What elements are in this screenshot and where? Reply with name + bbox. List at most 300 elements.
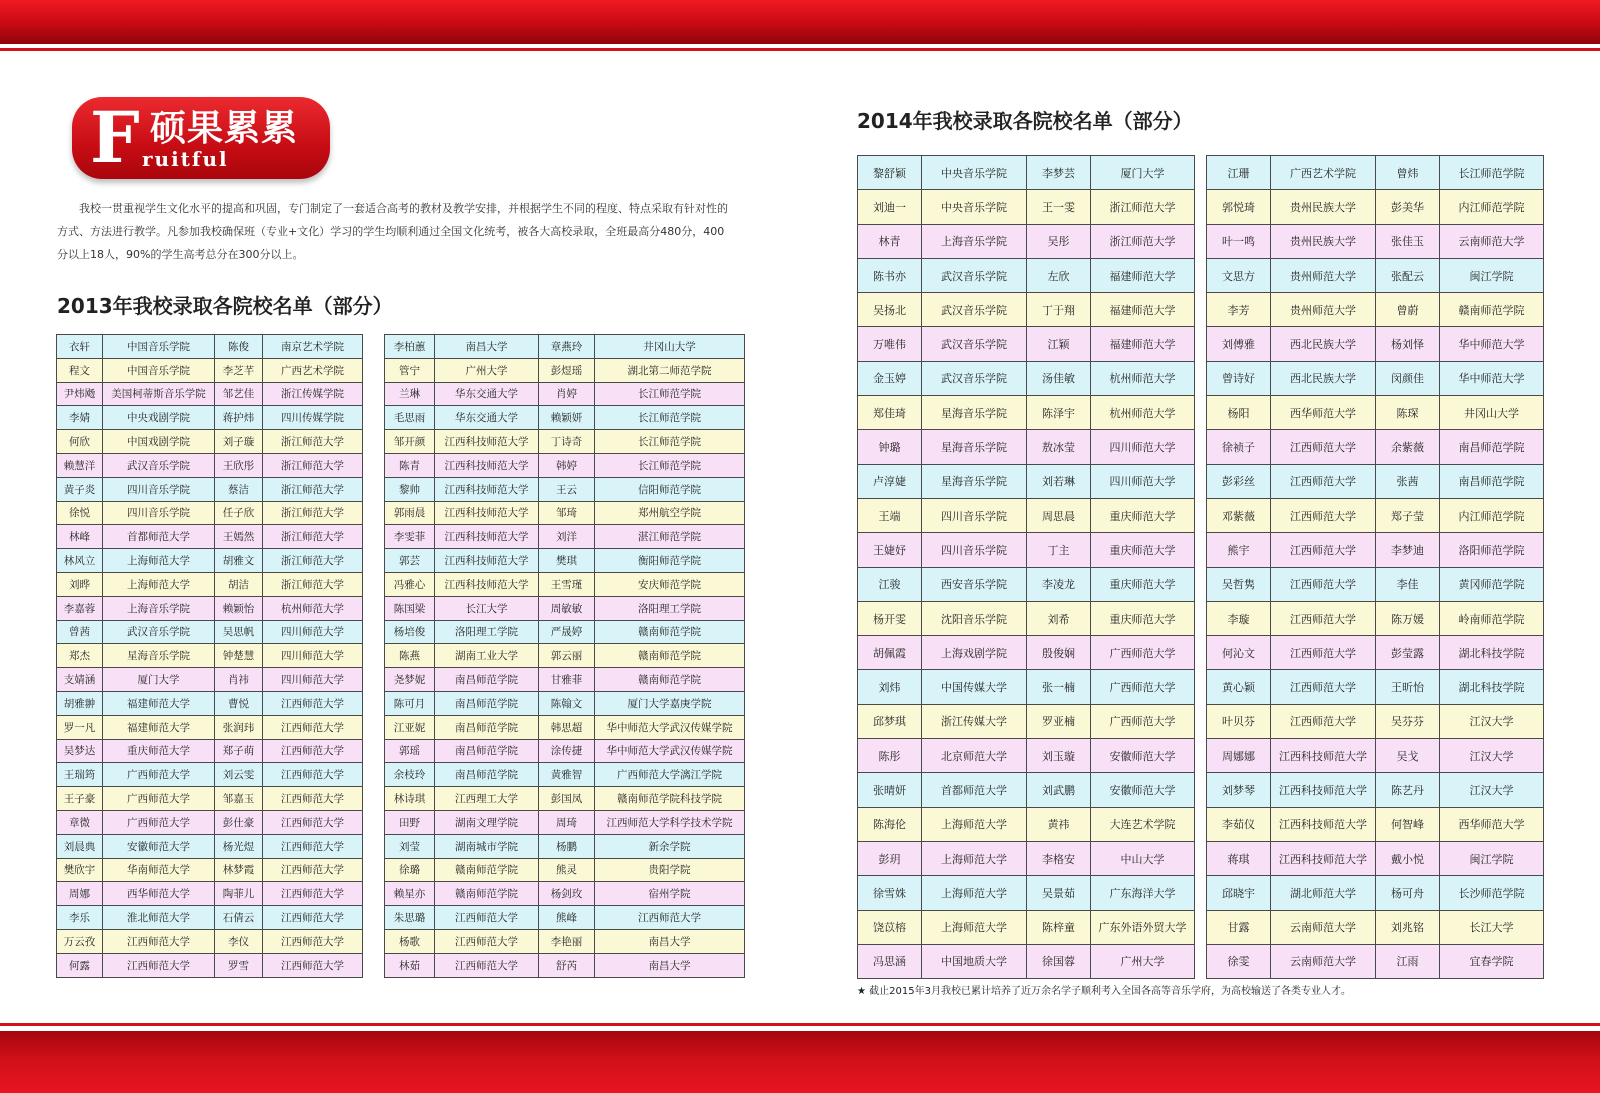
table-row	[385, 477, 745, 501]
table-row	[385, 715, 745, 739]
school-name-cell: 南昌大学	[595, 953, 745, 977]
school-name-cell: 四川音乐学院	[922, 498, 1027, 532]
table-row	[385, 525, 745, 549]
student-name-cell: 张茜	[1376, 464, 1440, 498]
student-name-cell: 郑子萌	[215, 739, 263, 763]
student-name-cell: 王瑞筠	[57, 763, 103, 787]
admission-table-2014-right	[1206, 155, 1544, 979]
school-name-cell: 江西科技师范大学	[1271, 807, 1376, 841]
school-name-cell: 四川师范大学	[263, 620, 363, 644]
student-name-cell: 彭彩丝	[1207, 464, 1271, 498]
school-name-cell: 美国柯蒂斯音乐学院	[103, 382, 215, 406]
school-name-cell: 中央戏剧学院	[103, 406, 215, 430]
student-name-cell: 邱梦琪	[858, 704, 922, 738]
school-name-cell: 江西师范大学	[1271, 567, 1376, 601]
school-name-cell: 安庆师范学院	[595, 572, 745, 596]
student-name-cell: 叶一鸣	[1207, 224, 1271, 258]
school-name-cell: 江西师范大学	[435, 906, 539, 930]
table-row	[57, 739, 363, 763]
student-name-cell: 李梦迪	[1376, 533, 1440, 567]
student-name-cell: 彭莹露	[1376, 636, 1440, 670]
table-row	[385, 620, 745, 644]
school-name-cell: 湖南工业大学	[435, 644, 539, 668]
school-name-cell: 西华师范大学	[1271, 396, 1376, 430]
school-name-cell: 四川师范大学	[263, 644, 363, 668]
student-name-cell: 杨剑玫	[539, 882, 595, 906]
student-name-cell: 丁诗奇	[539, 430, 595, 454]
student-name-cell: 毛思雨	[385, 406, 435, 430]
table-row	[57, 525, 363, 549]
student-name-cell: 万云孜	[57, 929, 103, 953]
student-name-cell: 陈万媛	[1376, 601, 1440, 635]
student-name-cell: 林峰	[57, 525, 103, 549]
student-name-cell: 王欣彤	[215, 453, 263, 477]
student-name-cell: 林茹	[385, 953, 435, 977]
school-name-cell: 中国音乐学院	[103, 358, 215, 382]
student-name-cell: 胡雅文	[215, 549, 263, 573]
student-name-cell: 张佳玉	[1376, 224, 1440, 258]
student-name-cell: 彭美华	[1376, 190, 1440, 224]
school-name-cell: 上海师范大学	[922, 876, 1027, 910]
student-name-cell: 刘洋	[539, 525, 595, 549]
table-row	[385, 882, 745, 906]
student-name-cell: 江珊	[1207, 156, 1271, 190]
school-name-cell: 云南师范大学	[1271, 944, 1376, 978]
table-row	[385, 382, 745, 406]
student-name-cell: 邹琦	[539, 501, 595, 525]
table-row	[57, 787, 363, 811]
school-name-cell: 武汉音乐学院	[922, 293, 1027, 327]
table-row	[1207, 361, 1544, 395]
school-name-cell: 南昌师范学院	[1440, 430, 1544, 464]
school-name-cell: 福建师范大学	[103, 715, 215, 739]
student-name-cell: 王一雯	[1027, 190, 1091, 224]
school-name-cell: 江西师范大学	[1271, 533, 1376, 567]
table-row	[1207, 258, 1544, 292]
student-name-cell: 王嫣然	[215, 525, 263, 549]
school-name-cell: 上海师范大学	[103, 572, 215, 596]
school-name-cell: 江西师范大学	[1271, 704, 1376, 738]
school-name-cell: 广西师范大学	[1091, 636, 1195, 670]
student-name-cell: 冯思涵	[858, 944, 922, 978]
table-row	[57, 620, 363, 644]
school-name-cell: 星海音乐学院	[922, 396, 1027, 430]
table-row	[385, 810, 745, 834]
school-name-cell: 江西科技师范大学	[435, 549, 539, 573]
school-name-cell: 福建师范大学	[1091, 293, 1195, 327]
table-row	[57, 929, 363, 953]
student-name-cell: 黄雅智	[539, 763, 595, 787]
heading-2013: 2013年我校录取各院校名单（部分）	[57, 294, 393, 318]
student-name-cell: 郭芸	[385, 549, 435, 573]
student-name-cell: 彭国凤	[539, 787, 595, 811]
student-name-cell: 金玉婷	[858, 361, 922, 395]
student-name-cell: 赖颖妍	[539, 406, 595, 430]
school-name-cell: 浙江师范大学	[263, 501, 363, 525]
school-name-cell: 江西师范大学	[263, 953, 363, 977]
student-name-cell: 周思晨	[1027, 498, 1091, 532]
student-name-cell: 熊宇	[1207, 533, 1271, 567]
school-name-cell: 长江师范学院	[595, 430, 745, 454]
school-name-cell: 江西师范大学	[435, 929, 539, 953]
student-name-cell: 兰琳	[385, 382, 435, 406]
school-name-cell: 西北民族大学	[1271, 361, 1376, 395]
school-name-cell: 贵州民族大学	[1271, 190, 1376, 224]
school-name-cell: 云南师范大学	[1440, 224, 1544, 258]
school-name-cell: 浙江传媒学院	[263, 382, 363, 406]
table-row	[57, 358, 363, 382]
school-name-cell: 安徽师范大学	[1091, 773, 1195, 807]
school-name-cell: 浙江师范大学	[1091, 224, 1195, 258]
school-name-cell: 闽江学院	[1440, 258, 1544, 292]
student-name-cell: 陈艺丹	[1376, 773, 1440, 807]
student-name-cell: 吴戈	[1376, 739, 1440, 773]
table-row	[385, 358, 745, 382]
school-name-cell: 江西师范大学	[595, 906, 745, 930]
student-name-cell: 韩婷	[539, 453, 595, 477]
student-name-cell: 罗亚楠	[1027, 704, 1091, 738]
student-name-cell: 赖星亦	[385, 882, 435, 906]
student-name-cell: 刘晔	[57, 572, 103, 596]
school-name-cell: 上海师范大学	[922, 841, 1027, 875]
student-name-cell: 李婧	[57, 406, 103, 430]
school-name-cell: 重庆师范大学	[1091, 567, 1195, 601]
table-row	[57, 906, 363, 930]
school-name-cell: 上海音乐学院	[103, 596, 215, 620]
table-row	[57, 763, 363, 787]
school-name-cell: 贵州师范大学	[1271, 258, 1376, 292]
fruitful-logo-badge	[72, 97, 330, 179]
table-row	[858, 636, 1195, 670]
student-name-cell: 章微	[57, 810, 103, 834]
school-name-cell: 长江师范学院	[595, 382, 745, 406]
student-name-cell: 林风立	[57, 549, 103, 573]
school-name-cell: 广西师范大学	[1091, 704, 1195, 738]
school-name-cell: 华中师范大学武汉传媒学院	[595, 739, 745, 763]
table-row	[858, 464, 1195, 498]
school-name-cell: 四川音乐学院	[103, 501, 215, 525]
school-name-cell: 广东海洋大学	[1091, 876, 1195, 910]
table-row	[1207, 704, 1544, 738]
school-name-cell: 赣南师范学院	[595, 668, 745, 692]
school-name-cell: 赣南师范学院	[435, 858, 539, 882]
table-row	[1207, 876, 1544, 910]
school-name-cell: 华东交通大学	[435, 382, 539, 406]
school-name-cell: 四川传媒学院	[263, 406, 363, 430]
school-name-cell: 洛阳理工学院	[595, 596, 745, 620]
student-name-cell: 郭瑶	[385, 739, 435, 763]
school-name-cell: 赣南师范学院	[435, 882, 539, 906]
school-name-cell: 江西师范大学	[263, 858, 363, 882]
table-row	[57, 691, 363, 715]
table-row	[57, 382, 363, 406]
school-name-cell: 黄冈师范学院	[1440, 567, 1544, 601]
school-name-cell: 江西师范大学	[263, 763, 363, 787]
school-name-cell: 杭州师范大学	[1091, 361, 1195, 395]
school-name-cell: 星海音乐学院	[922, 430, 1027, 464]
student-name-cell: 刘希	[1027, 601, 1091, 635]
student-name-cell: 江骏	[858, 567, 922, 601]
student-name-cell: 李仪	[215, 929, 263, 953]
student-name-cell: 徐雪姝	[858, 876, 922, 910]
school-name-cell: 华中师范大学武汉传媒学院	[595, 715, 745, 739]
student-name-cell: 杨可舟	[1376, 876, 1440, 910]
school-name-cell: 广西师范大学漓江学院	[595, 763, 745, 787]
school-name-cell: 首都师范大学	[103, 525, 215, 549]
school-name-cell: 江西师范大学	[103, 929, 215, 953]
table-row	[1207, 841, 1544, 875]
student-name-cell: 黄心颖	[1207, 670, 1271, 704]
student-name-cell: 胡雅翀	[57, 691, 103, 715]
student-name-cell: 余紫薇	[1376, 430, 1440, 464]
school-name-cell: 上海戏剧学院	[922, 636, 1027, 670]
student-name-cell: 黎帅	[385, 477, 435, 501]
school-name-cell: 西安音乐学院	[922, 567, 1027, 601]
school-name-cell: 贵州民族大学	[1271, 224, 1376, 258]
student-name-cell: 石倩云	[215, 906, 263, 930]
student-name-cell: 舒芮	[539, 953, 595, 977]
table-row	[1207, 567, 1544, 601]
table-row	[385, 906, 745, 930]
table-row	[858, 430, 1195, 464]
school-name-cell: 华中师范大学	[1440, 327, 1544, 361]
student-name-cell: 钟璐	[858, 430, 922, 464]
school-name-cell: 南昌大学	[595, 929, 745, 953]
student-name-cell: 樊欣宇	[57, 858, 103, 882]
student-name-cell: 陈可月	[385, 691, 435, 715]
school-name-cell: 岭南师范学院	[1440, 601, 1544, 635]
table-row	[858, 910, 1195, 944]
student-name-cell: 刘莹	[385, 834, 435, 858]
school-name-cell: 长江师范学院	[595, 406, 745, 430]
logo-title-cn: 硕果累累	[150, 107, 299, 149]
school-name-cell: 厦门大学	[1091, 156, 1195, 190]
school-name-cell: 上海师范大学	[103, 549, 215, 573]
student-name-cell: 李芳	[1207, 293, 1271, 327]
student-name-cell: 王端	[858, 498, 922, 532]
school-name-cell: 上海音乐学院	[922, 224, 1027, 258]
school-name-cell: 南昌师范学院	[435, 691, 539, 715]
school-name-cell: 江西师范大学	[435, 953, 539, 977]
table-row	[1207, 944, 1544, 978]
school-name-cell: 重庆师范大学	[1091, 498, 1195, 532]
school-name-cell: 南昌师范学院	[435, 739, 539, 763]
school-name-cell: 中国戏剧学院	[103, 430, 215, 454]
school-name-cell: 浙江师范大学	[263, 453, 363, 477]
student-name-cell: 郑佳琦	[858, 396, 922, 430]
student-name-cell: 黄子炎	[57, 477, 103, 501]
student-name-cell: 支婧涵	[57, 668, 103, 692]
school-name-cell: 江西师范大学	[263, 739, 363, 763]
school-name-cell: 湖北科技学院	[1440, 636, 1544, 670]
student-name-cell: 胡洁	[215, 572, 263, 596]
student-name-cell: 吴景茹	[1027, 876, 1091, 910]
school-name-cell: 中央音乐学院	[922, 156, 1027, 190]
school-name-cell: 南昌师范学院	[435, 763, 539, 787]
school-name-cell: 福建师范大学	[1091, 258, 1195, 292]
student-name-cell: 刘武鹏	[1027, 773, 1091, 807]
logo-title-en: ruitful	[142, 147, 229, 171]
school-name-cell: 广西艺术学院	[263, 358, 363, 382]
school-name-cell: 中央音乐学院	[922, 190, 1027, 224]
table-row	[385, 335, 745, 359]
table-row	[57, 335, 363, 359]
student-name-cell: 吴思帆	[215, 620, 263, 644]
student-name-cell: 王昕怡	[1376, 670, 1440, 704]
table-row	[57, 477, 363, 501]
school-name-cell: 四川音乐学院	[103, 477, 215, 501]
school-name-cell: 福建师范大学	[103, 691, 215, 715]
student-name-cell: 何欣	[57, 430, 103, 454]
student-name-cell: 衣轩	[57, 335, 103, 359]
table-row	[858, 224, 1195, 258]
school-name-cell: 江西师范大学	[263, 715, 363, 739]
student-name-cell: 朱思璐	[385, 906, 435, 930]
school-name-cell: 长江师范学院	[1440, 156, 1544, 190]
student-name-cell: 曾炜	[1376, 156, 1440, 190]
table-row	[1207, 636, 1544, 670]
student-name-cell: 郭云丽	[539, 644, 595, 668]
admission-table-2013-left	[56, 334, 363, 978]
school-name-cell: 江西师范大学	[1271, 601, 1376, 635]
table-row	[57, 882, 363, 906]
student-name-cell: 郑子莹	[1376, 498, 1440, 532]
school-name-cell: 湖南城市学院	[435, 834, 539, 858]
school-name-cell: 四川师范大学	[263, 668, 363, 692]
school-name-cell: 广东外语外贸大学	[1091, 910, 1195, 944]
student-name-cell: 余枝玲	[385, 763, 435, 787]
school-name-cell: 武汉音乐学院	[922, 361, 1027, 395]
school-name-cell: 广西艺术学院	[1271, 156, 1376, 190]
student-name-cell: 王婕妤	[858, 533, 922, 567]
school-name-cell: 江西科技师范大学	[435, 430, 539, 454]
school-name-cell: 安徽师范大学	[103, 834, 215, 858]
school-name-cell: 闽江学院	[1440, 841, 1544, 875]
school-name-cell: 星海音乐学院	[103, 644, 215, 668]
table-row	[385, 430, 745, 454]
school-name-cell: 江西科技师范大学	[435, 501, 539, 525]
student-name-cell: 吴彤	[1027, 224, 1091, 258]
student-name-cell: 江颖	[1027, 327, 1091, 361]
student-name-cell: 程文	[57, 358, 103, 382]
table-row	[1207, 773, 1544, 807]
student-name-cell: 吴芬芬	[1376, 704, 1440, 738]
student-name-cell: 左欣	[1027, 258, 1091, 292]
student-name-cell: 甘露	[1207, 910, 1271, 944]
student-name-cell: 丁主	[1027, 533, 1091, 567]
table-row	[57, 715, 363, 739]
student-name-cell: 樊琪	[539, 549, 595, 573]
table-row	[1207, 498, 1544, 532]
student-name-cell: 杨刘怿	[1376, 327, 1440, 361]
school-name-cell: 南昌师范学院	[1440, 464, 1544, 498]
student-name-cell: 徐雯	[1207, 944, 1271, 978]
student-name-cell: 尹炜飏	[57, 382, 103, 406]
table-row	[57, 668, 363, 692]
school-name-cell: 安徽师范大学	[1091, 739, 1195, 773]
student-name-cell: 张一楠	[1027, 670, 1091, 704]
student-name-cell: 郑杰	[57, 644, 103, 668]
school-name-cell: 郑州航空学院	[595, 501, 745, 525]
school-name-cell: 南昌师范学院	[435, 715, 539, 739]
table-row	[1207, 190, 1544, 224]
school-name-cell: 沈阳音乐学院	[922, 601, 1027, 635]
student-name-cell: 敖冰莹	[1027, 430, 1091, 464]
table-row	[858, 533, 1195, 567]
top-banner	[0, 0, 1600, 44]
table-row	[858, 807, 1195, 841]
student-name-cell: 江亚妮	[385, 715, 435, 739]
school-name-cell: 福建师范大学	[1091, 327, 1195, 361]
student-name-cell: 徐悦	[57, 501, 103, 525]
school-name-cell: 赣南师范学院	[1440, 293, 1544, 327]
student-name-cell: 刘炜	[858, 670, 922, 704]
student-name-cell: 王雪瑾	[539, 572, 595, 596]
table-row	[57, 858, 363, 882]
table-row	[57, 810, 363, 834]
school-name-cell: 内江师范学院	[1440, 498, 1544, 532]
table-row	[858, 876, 1195, 910]
school-name-cell: 厦门大学嘉庚学院	[595, 691, 745, 715]
student-name-cell: 周娜	[57, 882, 103, 906]
student-name-cell: 韩思超	[539, 715, 595, 739]
school-name-cell: 信阳师范学院	[595, 477, 745, 501]
student-name-cell: 林青	[858, 224, 922, 258]
school-name-cell: 广州大学	[1091, 944, 1195, 978]
school-name-cell: 长江师范学院	[595, 453, 745, 477]
student-name-cell: 万唯伟	[858, 327, 922, 361]
school-name-cell: 湖南文理学院	[435, 810, 539, 834]
table-row	[1207, 464, 1544, 498]
student-name-cell: 林诗琪	[385, 787, 435, 811]
school-name-cell: 西北民族大学	[1271, 327, 1376, 361]
student-name-cell: 周敏敏	[539, 596, 595, 620]
table-row	[858, 567, 1195, 601]
school-name-cell: 湛江师范学院	[595, 525, 745, 549]
school-name-cell: 广西师范大学	[103, 810, 215, 834]
school-name-cell: 重庆师范大学	[1091, 601, 1195, 635]
school-name-cell: 井冈山大学	[1440, 396, 1544, 430]
student-name-cell: 刘兆铭	[1376, 910, 1440, 944]
student-name-cell: 何露	[57, 953, 103, 977]
student-name-cell: 何智峰	[1376, 807, 1440, 841]
school-name-cell: 江西科技师范大学	[435, 525, 539, 549]
student-name-cell: 戴小悦	[1376, 841, 1440, 875]
student-name-cell: 甘雅菲	[539, 668, 595, 692]
school-name-cell: 淮北师范大学	[103, 906, 215, 930]
student-name-cell: 李柏蕙	[385, 335, 435, 359]
table-row	[858, 190, 1195, 224]
table-row	[385, 691, 745, 715]
student-name-cell: 吴扬北	[858, 293, 922, 327]
student-name-cell: 陈翰文	[539, 691, 595, 715]
student-name-cell: 黎舒颖	[858, 156, 922, 190]
school-name-cell: 中国地质大学	[922, 944, 1027, 978]
school-name-cell: 衡阳师范学院	[595, 549, 745, 573]
student-name-cell: 陈燕	[385, 644, 435, 668]
heading-2014: 2014年我校录取各院校名单（部分）	[857, 109, 1193, 133]
student-name-cell: 杨鹏	[539, 834, 595, 858]
school-name-cell: 贵阳学院	[595, 858, 745, 882]
student-name-cell: 黄祎	[1027, 807, 1091, 841]
school-name-cell: 江西师范大学科学技术学院	[595, 810, 745, 834]
bottom-banner	[0, 1031, 1600, 1093]
student-name-cell: 刘傅雅	[1207, 327, 1271, 361]
school-name-cell: 云南师范大学	[1271, 910, 1376, 944]
student-name-cell: 刘云雯	[215, 763, 263, 787]
table-row	[1207, 293, 1544, 327]
school-name-cell: 贵州师范大学	[1271, 293, 1376, 327]
